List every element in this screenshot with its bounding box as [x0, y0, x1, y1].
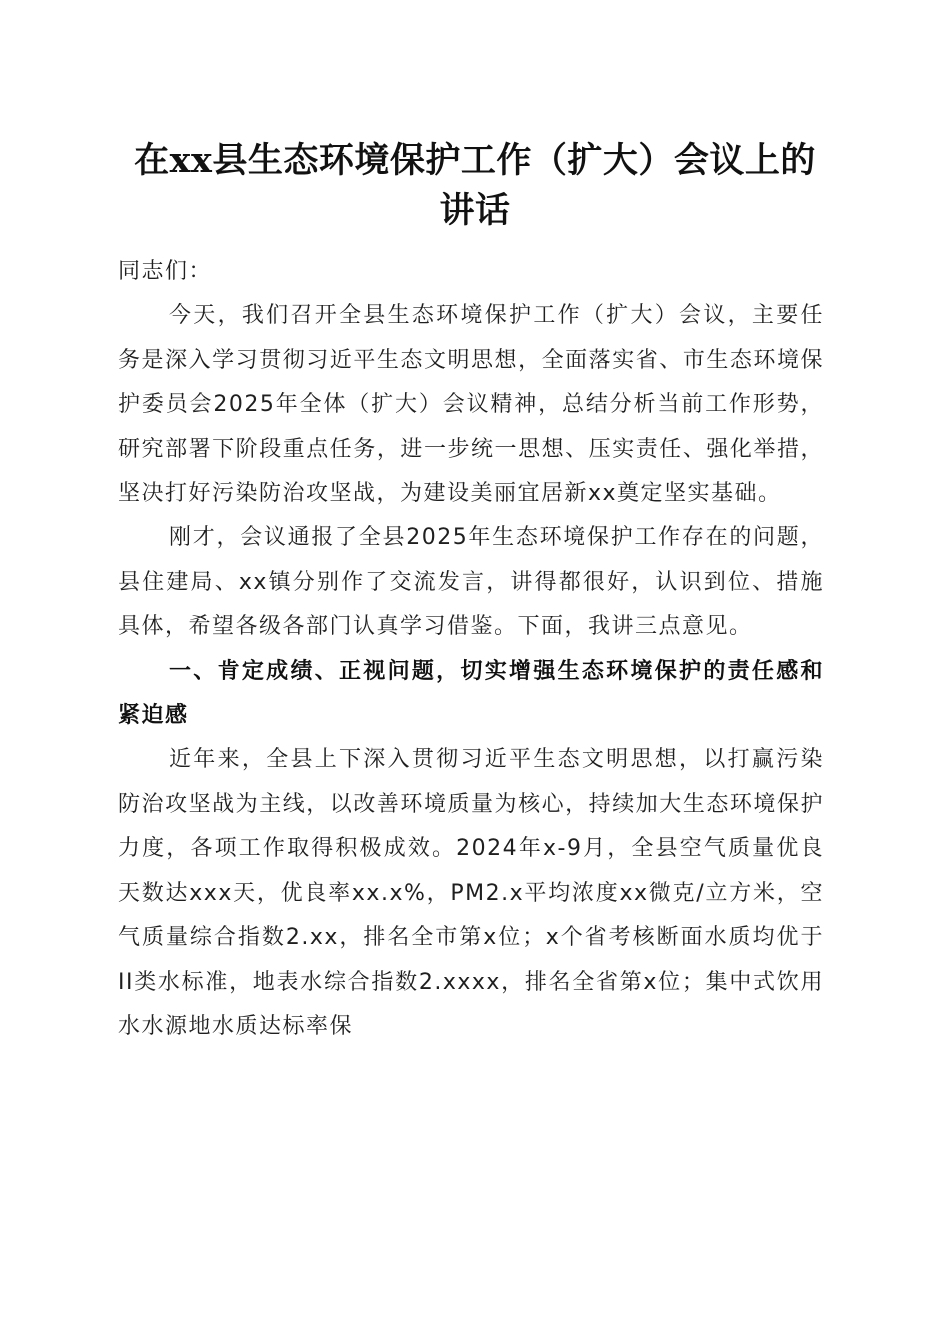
paragraph-meeting-review: 刚才，会议通报了全县2025年生态环境保护工作存在的问题，县住建局、xx镇分别作了交流发言，讲得都很好，认识到位、措施具体，希望各级各部门认真学习借鉴。下面，我讲三点意见。	[118, 525, 824, 640]
paragraph-achievements: 近年来，全县上下深入贯彻习近平生态文明思想，以打赢污染防治攻坚战为主线，以改善环境质量为核心，持续加大生态环境保护力度，各项工作取得积极成效。2024年x-9月，全县空气质量优良天数达xxx天，优良率xx.x%，PM2.x平均浓度xx微克/立方米，空气质量综合指数2.xx，排名全市第x位；x个省考核断面水质均优于II类水标准，地表水综合指数2.xxxx，排名全省第x位；集中式饮用水水源地水质达标率保	[118, 747, 824, 1039]
title-line-1: 在xx县生态环境保护工作（扩大）会议上的	[134, 140, 816, 181]
section-heading-1: 一、肯定成绩、正视问题，切实增强生态环境保护的责任感和紧迫感	[118, 658, 824, 729]
salutation: 同志们：	[118, 259, 213, 284]
document-body	[118, 250, 824, 1049]
title-line-2: 讲话	[439, 190, 511, 231]
document-title	[118, 136, 832, 236]
paragraph-opening: 今天，我们召开全县生态环境保护工作（扩大）会议，主要任务是深入学习贯彻习近平生态文明思想，全面落实省、市生态环境保护委员会2025年全体（扩大）会议精神，总结分析当前工作形势，研究部署下阶段重点任务，进一步统一思想、压实责任、强化举措，坚决打好污染防治攻坚战，为建设美丽宜居新xx奠定坚实基础。	[118, 303, 824, 507]
